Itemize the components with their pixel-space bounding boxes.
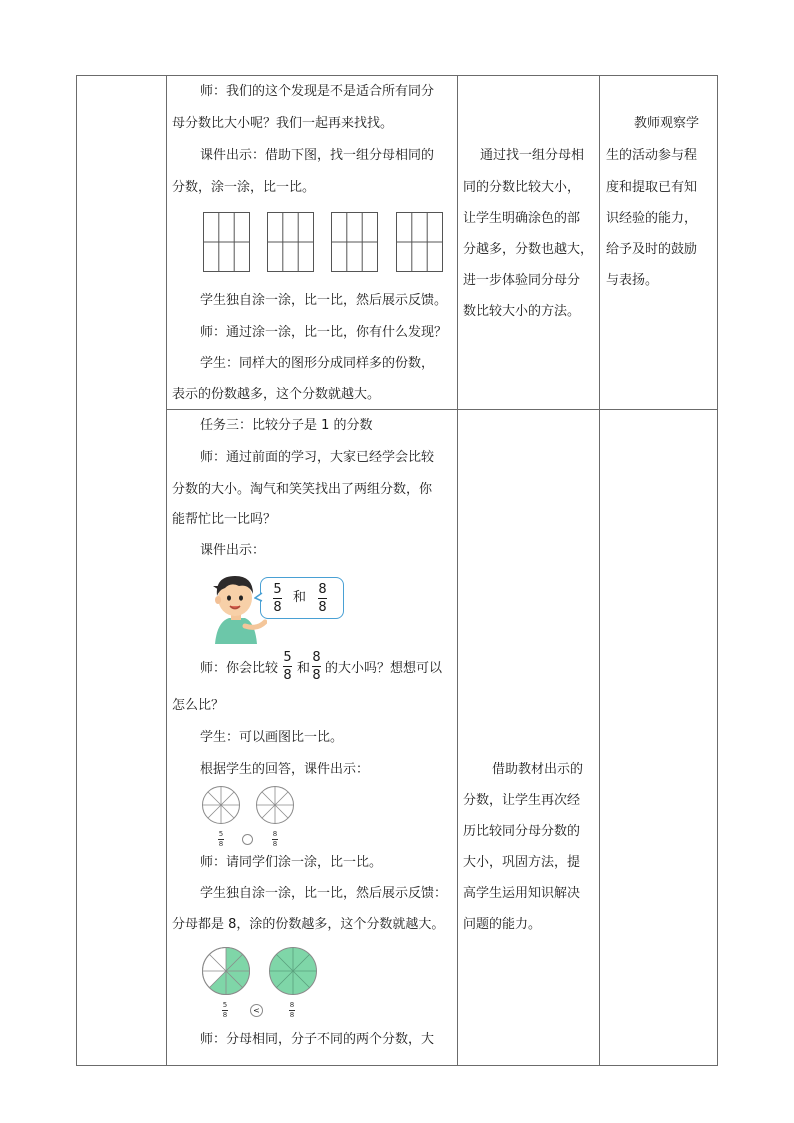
circle-fraction-left	[218, 831, 224, 848]
table-bottom-border	[76, 1065, 718, 1066]
grid-rectangle	[332, 213, 378, 272]
numerator: 8	[312, 650, 321, 665]
denominator: 8	[222, 1011, 228, 1019]
denominator: 8	[312, 668, 321, 683]
process-line: 分母都是 8，涂的份数越多，这个分数就越大。	[172, 917, 445, 932]
row-divider	[166, 409, 718, 410]
process-line: 师：通过前面的学习，大家已经学会比较	[200, 450, 435, 465]
grid-rectangle	[268, 213, 314, 272]
evaluation-line: 生的活动参与程	[606, 148, 698, 163]
intent-line: 高学生运用知识解决	[463, 886, 581, 901]
process-line: 学生：可以画图比一比。	[200, 730, 344, 745]
process-line: 课件出示：借助下图，找一组分母相同的	[200, 148, 435, 163]
intent-line: 通过找一组分母相	[480, 148, 585, 163]
intent-line: 大小，巩固方法，提	[463, 855, 581, 870]
numerator: 8	[318, 582, 327, 597]
process-line: 怎么比？	[172, 698, 225, 713]
numerator: 5	[218, 830, 224, 838]
grid-rectangles-figure	[200, 210, 450, 274]
intent-line: 借助教材出示的	[492, 762, 584, 777]
numerator: 5	[273, 582, 282, 597]
denominator: 8	[273, 600, 282, 615]
evaluation-line: 与表扬。	[606, 273, 659, 288]
intent-line: 问题的能力。	[463, 917, 542, 932]
process-line: 学生：同样大的图形分成同样多的份数，	[200, 356, 435, 371]
intent-line: 历比较同分母分数的	[463, 824, 581, 839]
compare-symbol-less-than: <	[250, 1004, 263, 1017]
process-line: 师：请同学们涂一涂，比一比。	[200, 855, 383, 870]
intent-line: 分越多，分数也越大，	[463, 242, 594, 257]
intent-line: 进一步体验同分母分	[463, 273, 581, 288]
question-fraction-1	[283, 651, 292, 682]
question-fraction-2	[312, 651, 321, 682]
process-line: 表示的份数越多，这个分数就越大。	[172, 387, 381, 402]
column-divider-1	[166, 75, 167, 1066]
bubble-joiner: 和	[293, 590, 307, 605]
question-prefix: 师：你会比较	[200, 661, 279, 676]
column-divider-3	[599, 75, 600, 1066]
process-line: 学生独自涂一涂，比一比，然后展示反馈：	[200, 886, 448, 901]
denominator: 8	[318, 600, 327, 615]
process-line: 根据学生的回答，课件出示：	[200, 762, 370, 777]
column-divider-2	[457, 75, 458, 1066]
denominator: 8	[218, 840, 224, 848]
process-line: 师：我们的这个发现是不是适合所有同分	[200, 84, 435, 99]
evaluation-line: 度和提取已有知	[606, 180, 698, 195]
bubble-tail	[254, 592, 264, 602]
process-line: 分数，涂一涂，比一比。	[172, 180, 316, 195]
intent-line: 数比较大小的方法。	[463, 304, 581, 319]
numerator: 5	[283, 650, 292, 665]
boy-illustration	[205, 570, 267, 646]
process-line: 能帮忙比一比吗？	[172, 512, 277, 527]
shaded-fraction-right	[289, 1002, 295, 1019]
evaluation-line: 给予及时的鼓励	[606, 242, 698, 257]
task-heading: 任务三：比较分子是 1 的分数	[200, 418, 373, 433]
numerator: 8	[272, 830, 278, 838]
process-line: 分数的大小。淘气和笑笑找出了两组分数，你	[172, 482, 433, 497]
evaluation-line: 教师观察学	[634, 116, 700, 131]
question-suffix: 的大小吗？想想可以	[325, 661, 443, 676]
circle-fraction-right	[272, 831, 278, 848]
intent-line: 分数，让学生再次经	[463, 793, 581, 808]
process-line: 母分数比大小呢？我们一起再来找找。	[172, 116, 394, 131]
numerator: 5	[222, 1001, 228, 1009]
shaded-fraction-left	[222, 1002, 228, 1019]
compare-circle-blank	[242, 834, 253, 845]
denominator: 8	[272, 840, 278, 848]
shaded-circle-5-of-8	[200, 945, 252, 997]
table-top-border	[76, 75, 718, 76]
evaluation-line: 识经验的能力，	[606, 211, 698, 226]
blank-circle-left	[200, 784, 242, 826]
numerator: 8	[289, 1001, 295, 1009]
process-line: 课件出示：	[200, 543, 266, 558]
table-left-border	[76, 75, 77, 1066]
denominator: 8	[283, 668, 292, 683]
shaded-circle-8-of-8	[267, 945, 319, 997]
bubble-fraction-right	[318, 583, 327, 614]
intent-line: 同的分数比较大小，	[463, 180, 581, 195]
intent-line: 让学生明确涂色的部	[463, 211, 581, 226]
grid-rectangle	[204, 213, 250, 272]
question-joiner: 和	[297, 661, 311, 676]
blank-circle-right	[254, 784, 296, 826]
process-line: 学生独自涂一涂，比一比，然后展示反馈。	[200, 293, 448, 308]
process-line: 师：分母相同，分子不同的两个分数，大	[200, 1032, 435, 1047]
process-line: 师：通过涂一涂，比一比，你有什么发现？	[200, 325, 448, 340]
bubble-fraction-left	[273, 583, 282, 614]
denominator: 8	[289, 1011, 295, 1019]
table-right-border	[717, 75, 718, 1066]
grid-rectangle	[397, 213, 443, 272]
